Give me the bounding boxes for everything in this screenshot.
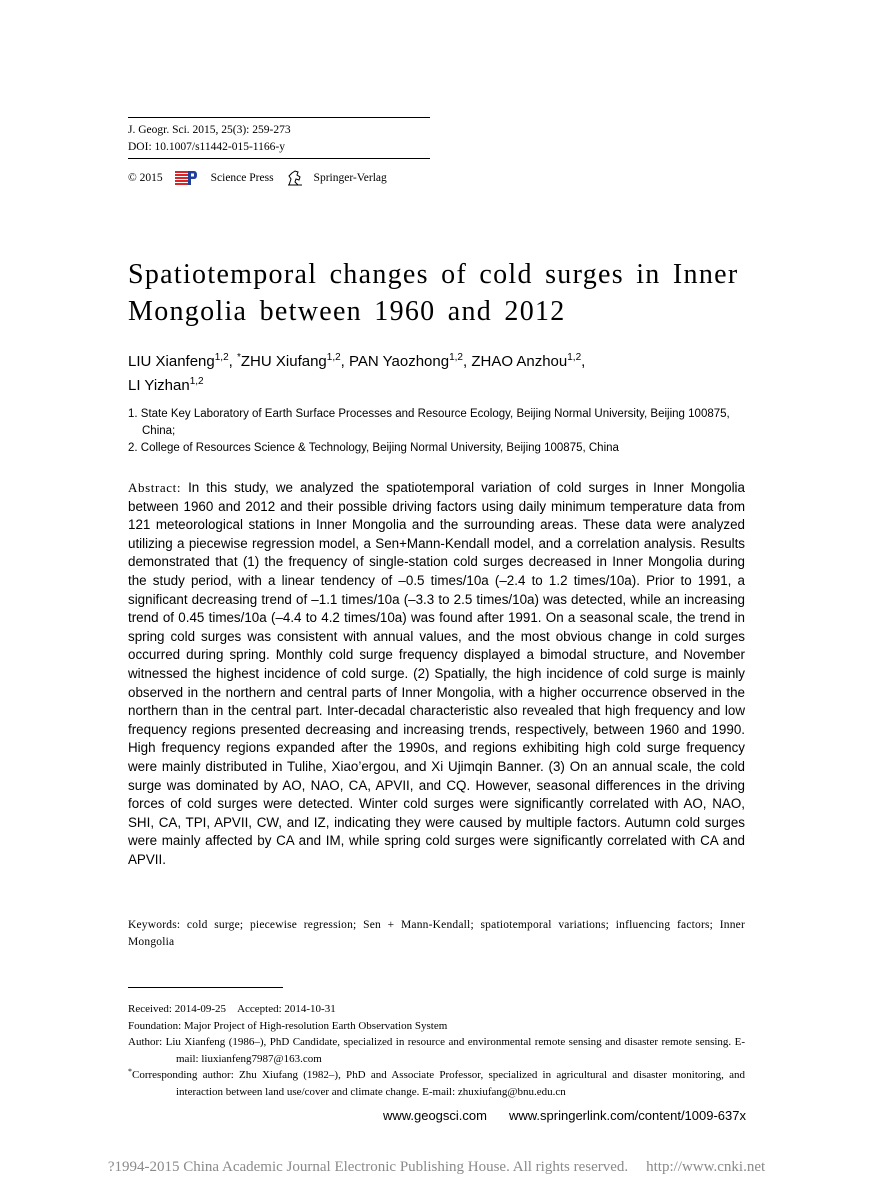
corresponding-mark: * — [128, 1067, 132, 1076]
journal-citation: J. Geogr. Sci. 2015, 25(3): 259-273 — [128, 124, 291, 136]
cnki-copyright-text: ?1994-2015 China Academic Journal Electronic Publishing House. All rights reserved. — [107, 1159, 629, 1175]
received-date: Received: 2014-09-25 — [128, 1003, 227, 1015]
cnki-url[interactable]: http://www.cnki.net — [646, 1159, 766, 1175]
author-name: ZHU Xiufang — [240, 353, 327, 370]
accepted-date: Accepted: 2014-10-31 — [237, 1003, 336, 1015]
science-press-logo-icon — [175, 171, 197, 185]
author-affiliation-mark: 1,2 — [567, 352, 582, 363]
springer-horse-logo-icon — [286, 170, 304, 186]
dates-line — [128, 1001, 745, 1018]
author-name: LI Yizhan — [128, 377, 190, 394]
affiliation-1: 1. State Key Laboratory of Earth Surface Processes and Resource Ecology, Beijing Normal University, Beijing 100875, China; — [128, 408, 730, 437]
header-rule-top — [128, 117, 430, 118]
abstract — [128, 479, 745, 869]
keywords: Keywords: cold surge; piecewise regression; Sen + Mann-Kendall; spatiotemporal variations; influencing factors; Inner Mongolia — [128, 919, 745, 948]
author-affiliation-mark: 1,2 — [189, 376, 204, 387]
copyright-year: © 2015 — [128, 172, 163, 184]
abstract-text: In this study, we analyzed the spatiotemporal variation of cold surges in Inner Mongolia between 1960 and 2012 and their possible driving factors using daily minimum temperature data from 121 meteorological stations in Inner Mongolia and the surrounding areas. These data were analyzed utilizing a piecewise regression model, a Sen+Mann-Kendall model, and a correlation analysis. Results demonstrated that (1) the frequency of single-station cold surges decreased in Inner Mongolia during the study period, with a linear tendency of –0.5 times/10a (–2.4 to 1.2 times/10a). Prior to 1991, a significant decreasing trend of –1.1 times/10a (–3.3 to 2.5 times/10a) was detected, while an increasing trend of 0.45 times/10a (–4.4 to 4.2 times/10a) was found after 1991. On a seasonal scale, the trend in spring cold surges was consistent with annual values, and the most obvious change in cold surges occurred during spring. Monthly cold surge frequency displayed a bimodal structure, and November witnessed the highest incidence of cold surge. (2) Spatially, the high incidence of cold surge is mainly observed in the northern and central parts of Inner Mongolia, with a higher occurrence observed in the northern than in the central part. Inter-decadal characteristic also revealed that high frequency and low frequency regions presented decreasing and increasing trends, respectively, between 1960 and 1990. High frequency regions expanded after the 1990s, and regions exhibiting high cold surge frequency were mainly distributed in Tulihe, Xiao’ergou, and Xi Ujimqin Banner. (3) On an annual scale, the cold surge was dominated by AO, NAO, CA, APVII, and CQ. However, seasonal differences in the driving forces of cold surges were detected. Winter cold surges were significantly correlated with AO, NAO, SHI, CA, TPI, APVII, CW, and IZ, indicating they were caused by multiple factors. Autumn cold surges were mainly affected by CA and IM, while spring cold surges were significantly correlated with CA and APVII. — [128, 480, 745, 867]
author-affiliation-mark: 1,2 — [214, 352, 229, 363]
corresponding-author-text: Corresponding author: Zhu Xiufang (1982–), PhD and Associate Professor, specialized in agricultural and disaster monitoring, and interaction between land use/cover and climate change. E-mail: zhuxiufang@bnu.edu.cn — [132, 1069, 745, 1098]
cnki-copyright-bar — [0, 1159, 873, 1176]
publisher-springer: Springer-Verlag — [313, 172, 387, 184]
author-note: Author: Liu Xianfeng (1986–), PhD Candidate, specialized in resource and environmental remote sensing and disaster remote sensing. E-mail: liuxianfeng7987@163.com — [128, 1036, 745, 1065]
url-springerlink[interactable]: www.springerlink.com/content/1009-637x — [508, 1108, 746, 1123]
journal-urls — [383, 1108, 746, 1123]
journal-doi: DOI: 10.1007/s11442-015-1166-y — [128, 141, 285, 153]
author-list: LIU Xianfeng$^{1,2}$, *ZHU Xiufang$^{1,2}$, PAN Yaozhong$^{1,2}$, ZHAO Anzhou$^{1,2}$, LI Yizhan$^{1,2}$ — [128, 352, 586, 394]
author-name: ZHAO Anzhou — [471, 353, 568, 370]
author-name: PAN Yaozhong — [349, 353, 450, 370]
abstract-label: Abstract: — [128, 480, 182, 495]
author-affiliation-mark: 1,2 — [326, 352, 341, 363]
corresponding-author-note — [128, 1067, 745, 1100]
foundation: Foundation: Major Project of High-resolution Earth Observation System — [128, 1019, 448, 1032]
footnotes — [128, 1001, 745, 1100]
publisher-science-press: Science Press — [210, 172, 274, 184]
author-affiliation-mark: 1,2 — [449, 352, 463, 363]
corresponding-mark: * — [236, 352, 241, 363]
affiliation-2: 2. College of Resources Science & Technology, Beijing Normal University, Beijing 100875, China — [128, 442, 619, 454]
header-rule-bottom — [128, 158, 430, 159]
paper-title: Spatiotemporal changes of cold surges in Inner Mongolia between 1960 and 2012 — [128, 259, 739, 327]
author-name: LIU Xianfeng — [128, 353, 215, 370]
url-geogsci[interactable]: www.geogsci.com — [382, 1108, 487, 1123]
footnote-rule — [128, 987, 283, 988]
publisher-row — [128, 171, 387, 185]
affiliations — [128, 406, 748, 457]
